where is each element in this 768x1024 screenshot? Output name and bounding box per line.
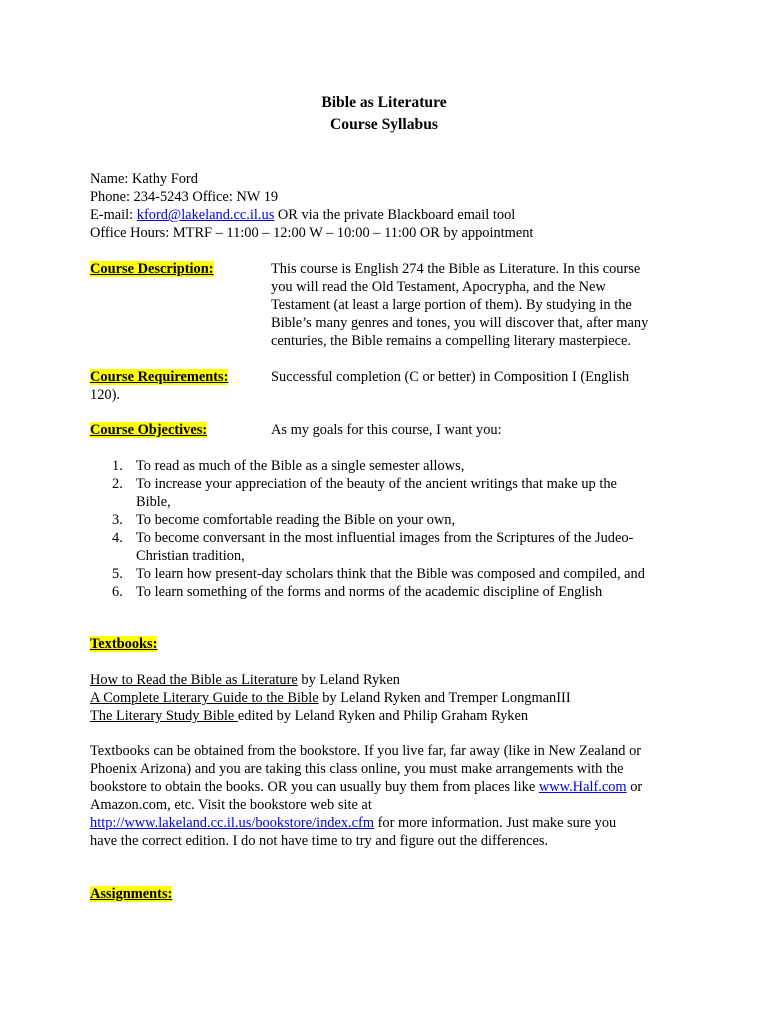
course-description-label: Course Description:: [90, 261, 214, 277]
textbook-title: How to Read the Bible as Literature: [90, 672, 298, 688]
textbooks-paragraph-line: Textbooks can be obtained from the bookstore. If you live far, far away (like in New Zealand or: [90, 743, 642, 759]
textbooks-paragraph-line: Amazon.com, etc. Visit the bookstore web site at: [90, 797, 372, 813]
bookstore-link[interactable]: http://www.lakeland.cc.il.us/bookstore/index.cfm: [90, 815, 375, 831]
textbooks-label: Textbooks:: [90, 636, 158, 652]
objective-number: 4.: [112, 530, 123, 546]
objective-number: 5.: [112, 566, 123, 582]
objective-item: To read as much of the Bible as a single semester allows,: [136, 458, 465, 474]
textbook-entry: [90, 671, 400, 689]
textbook-title: The Literary Study Bible: [90, 708, 238, 724]
course-objectives-heading: [90, 421, 207, 439]
objective-item: To become comfortable reading the Bible on your own,: [136, 512, 456, 528]
textbooks-paragraph-line: [90, 778, 642, 796]
course-requirements-text-cont: 120).: [90, 387, 120, 403]
objective-number: 1.: [112, 458, 123, 474]
instructor-email-line: [90, 206, 515, 224]
textbook-entry: [90, 689, 571, 707]
objective-item: To learn something of the forms and norms of the academic discipline of English: [136, 584, 603, 600]
course-requirements-label: Course Requirements:: [90, 369, 229, 385]
course-objectives-intro: As my goals for this course, I want you:: [271, 422, 502, 438]
textbooks-paragraph-line: Phoenix Arizona) and you are taking this class online, you must make arrangements with the: [90, 761, 624, 777]
course-description-line: centuries, the Bible remains a compelling literary masterpiece.: [271, 333, 632, 349]
instructor-name: Name: Kathy Ford: [90, 171, 198, 187]
textbook-title: A Complete Literary Guide to the Bible: [90, 690, 319, 706]
page-title: Bible as Literature: [321, 94, 447, 111]
course-objectives-label: Course Objectives:: [90, 422, 208, 438]
email-label: E-mail:: [90, 207, 137, 223]
textbook-author: edited by Leland Ryken and Philip Graham Ryken: [237, 708, 529, 724]
textbooks-paragraph-line: have the correct edition. I do not have time to try and figure out the differences.: [90, 833, 549, 849]
textbooks-paragraph-text: or: [626, 779, 643, 795]
objective-item: To increase your appreciation of the beauty of the ancient writings that make up the: [136, 476, 617, 492]
course-requirements-heading: [90, 368, 228, 386]
course-description-line: Bible’s many genres and tones, you will discover that, after many: [271, 315, 649, 331]
assignments-label: Assignments:: [90, 886, 173, 902]
half-com-link[interactable]: www.Half.com: [538, 779, 627, 795]
instructor-phone: Phone: 234-5243 Office: NW 19: [90, 189, 279, 205]
course-requirements-text: Successful completion (C or better) in Composition I (English: [271, 369, 630, 385]
textbook-author: by Leland Ryken and Tremper LongmanIII: [318, 690, 571, 706]
objective-item-cont: Christian tradition,: [136, 548, 245, 564]
assignments-heading: [90, 885, 172, 903]
page-subtitle: Course Syllabus: [330, 116, 438, 133]
office-hours: Office Hours: MTRF – 11:00 – 12:00 W – 10:00 – 11:00 OR by appointment: [90, 225, 534, 241]
email-link[interactable]: kford@lakeland.cc.il.us: [136, 207, 275, 223]
textbook-author: by Leland Ryken: [297, 672, 400, 688]
objective-item: To learn how present-day scholars think that the Bible was composed and compiled, and: [136, 566, 645, 582]
textbooks-paragraph-text: bookstore to obtain the books. OR you can usually buy them from places like: [90, 779, 539, 795]
objective-item: To become conversant in the most influential images from the Scriptures of the Judeo-: [136, 530, 634, 546]
course-description-line: you will read the Old Testament, Apocrypha, and the New: [271, 279, 606, 295]
objective-item-cont: Bible,: [136, 494, 171, 510]
objective-number: 2.: [112, 476, 123, 492]
textbooks-paragraph-text: for more information. Just make sure you: [374, 815, 617, 831]
course-description-line: This course is English 274 the Bible as Literature. In this course: [271, 261, 641, 277]
textbooks-heading: [90, 635, 157, 653]
course-description-heading: [90, 260, 214, 278]
textbooks-paragraph-line: [90, 814, 616, 832]
textbook-entry: [90, 707, 528, 725]
email-rest: OR via the private Blackboard email tool: [274, 207, 516, 223]
objective-number: 6.: [112, 584, 123, 600]
objective-number: 3.: [112, 512, 123, 528]
course-description-line: Testament (at least a large portion of them). By studying in the: [271, 297, 632, 313]
